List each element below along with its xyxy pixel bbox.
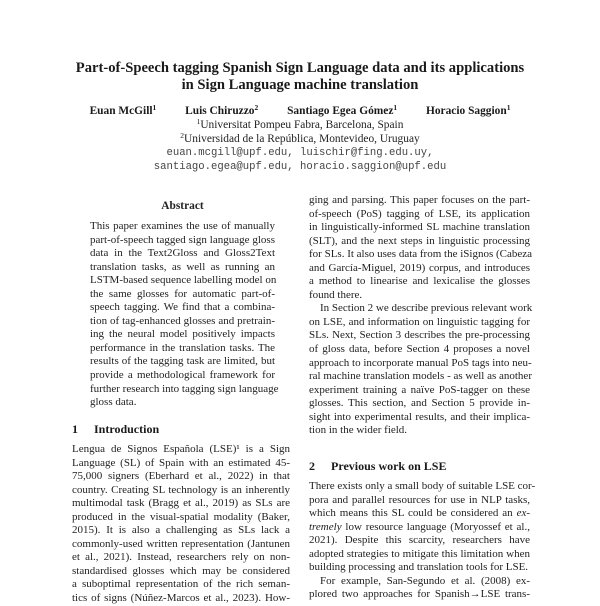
body-line: tics of signs (Núñez-Marcos et al., 2023). How-: [72, 592, 290, 605]
body-line: produced in the visual-spatial modality (Baker,: [72, 510, 290, 523]
abstract-line: LSTM-based sequence labelling model on: [90, 274, 277, 287]
abstract-line: performance in the translation tasks. The: [90, 341, 275, 354]
body-line: sight into experimental results, and their implica-: [309, 410, 530, 423]
body-line: building processing and translation tools for LSE.: [309, 561, 529, 574]
previous-work-body: [309, 480, 536, 602]
body-line: SLs. Next, Section 3 describes the pre-processing: [309, 329, 530, 342]
body-line: multimodal task (Bragg et al., 2019) as SLs are: [72, 497, 290, 510]
introduction-body: [72, 443, 290, 606]
author: Luis Chiruzzo$^2$: [185, 103, 259, 117]
author: Santiago Egea Gómez$^1$: [287, 103, 398, 117]
abstract-line: translation tasks, as well as running an: [90, 260, 275, 273]
affiliation: $^1$Universitat Pompeu Fabra, Barcelona, Spain: [196, 117, 404, 131]
body-line: in linguistically-informed SL machine translation: [309, 221, 530, 234]
body-line: ral machine translation models - as well as another: [309, 370, 532, 383]
body-line: pora and parallel resources for use in NLP tasks,: [309, 493, 530, 506]
abstract-body: [90, 220, 279, 410]
body-line: ging and parsing. This paper focuses on the part-: [309, 194, 530, 206]
body-line: In Section 2 we describe previous relevant work: [320, 302, 533, 315]
body-line: plored two approaches for Spanish→LSE trans-: [309, 588, 530, 601]
title-line: in Sign Language machine translation: [181, 77, 419, 93]
email-line: euan.mcgill@upf.edu, luischir@fing.edu.uy,: [166, 147, 434, 159]
body-line: For example, San-Segundo et al. (2008) ex-: [320, 574, 530, 587]
body-line: approach to incorporate manual PoS tags into neu-: [309, 356, 532, 369]
body-line: et al., 2021). Instead, researchers rely on non-: [72, 551, 290, 564]
body-line: and García-Miguel, 2019) corpus, and introduces: [309, 261, 530, 274]
abstract-line: part-of-speech tagged sign language gloss: [90, 233, 275, 246]
body-line: of gloss data, before Section 4 proposes a novel: [309, 343, 530, 356]
body-line: Language (SL) of Spain with an estimated 45-: [72, 456, 290, 469]
body-line: standardised glosses which may be considered: [72, 564, 290, 577]
body-line: Lengua de Signos Española (LSE)¹ is a Sign: [72, 443, 290, 455]
abstract-line: further research into tagging sign language: [90, 382, 279, 395]
body-line: commonly-used written representation (Jantunen: [72, 537, 290, 550]
author-list: [40, 104, 560, 118]
body-line: adopted strategies to mitigate this limitation when: [309, 547, 530, 560]
abstract-line: results of the tagging task are limited, but: [90, 355, 275, 368]
right-column-intro-continued: [309, 194, 533, 438]
abstract-line: gloss data.: [90, 396, 137, 409]
body-line: There exists only a small body of suitable LSE cor-: [309, 480, 536, 492]
abstract-line: provide a methodological framework for: [90, 369, 275, 382]
body-line: tion in the wider field.: [309, 424, 408, 437]
body-line: 2021). Despite this scarcity, researchers have: [309, 534, 530, 547]
section-heading-previous-work: 2 Previous work on LSE: [309, 459, 447, 473]
body-line: glosses. This section, and Section 5 provide in-: [309, 397, 530, 410]
abstract-heading: Abstract: [161, 200, 204, 212]
paper-title: [40, 60, 560, 94]
abstract-line: data in the Text2Gloss and Gloss2Text: [90, 247, 275, 260]
body-line: (SLT), and the next steps in linguistic processing: [309, 234, 530, 247]
body-line: country. Creating SL technology is an inherently: [72, 483, 290, 496]
author: Horacio Saggion$^1$: [426, 103, 511, 117]
body-line: 75,000 signers (Eberhard et al., 2022) in that: [72, 470, 290, 483]
affiliation: $^2$Universidad de la República, Montevideo, Uruguay: [180, 131, 420, 145]
body-line: a suboptimal representation of the rich seman-: [72, 578, 290, 591]
body-line: 2015). It is also a challenging as SLs lack a: [72, 524, 290, 537]
body-line: a method to linearise and lexicalise the glosses: [309, 275, 530, 288]
email-line: santiago.egea@upf.edu, horacio.saggion@upf.edu: [153, 161, 447, 173]
abstract-line: ing the neural model positively impacts: [90, 328, 275, 341]
abstract-line: speech tagging. We find that a combina-: [90, 301, 275, 314]
author: Euan McGill$^1$: [89, 103, 157, 117]
body-line: of-speech (PoS) tagging of LSE, its application: [309, 207, 530, 220]
body-line: on LSE, and information on linguistic tagging for: [309, 315, 530, 328]
title-line: Part-of-Speech tagging Spanish Sign Language data and its applications: [75, 60, 525, 76]
abstract-line: the same glosses for automatic part-of-: [90, 287, 275, 300]
emphasis: tremely: [309, 520, 342, 533]
body-line: tremely low resource language (Moryossef et al.,: [309, 520, 530, 533]
emphasis: ex-: [516, 507, 530, 520]
body-line: experiment training a naïve PoS-tagger on these: [309, 383, 530, 396]
section-heading-introduction: 1 Introduction: [72, 422, 160, 436]
abstract-line: tion of tag-enhanced glosses and pretrain-: [90, 314, 275, 327]
abstract-line: This paper examines the use of manually: [90, 220, 275, 232]
body-line: which means this SL could be considered an ex-: [309, 507, 530, 520]
body-line: found there.: [309, 288, 363, 301]
body-line: for SLs. It also uses data from the iSignos (Cabeza: [309, 248, 533, 261]
